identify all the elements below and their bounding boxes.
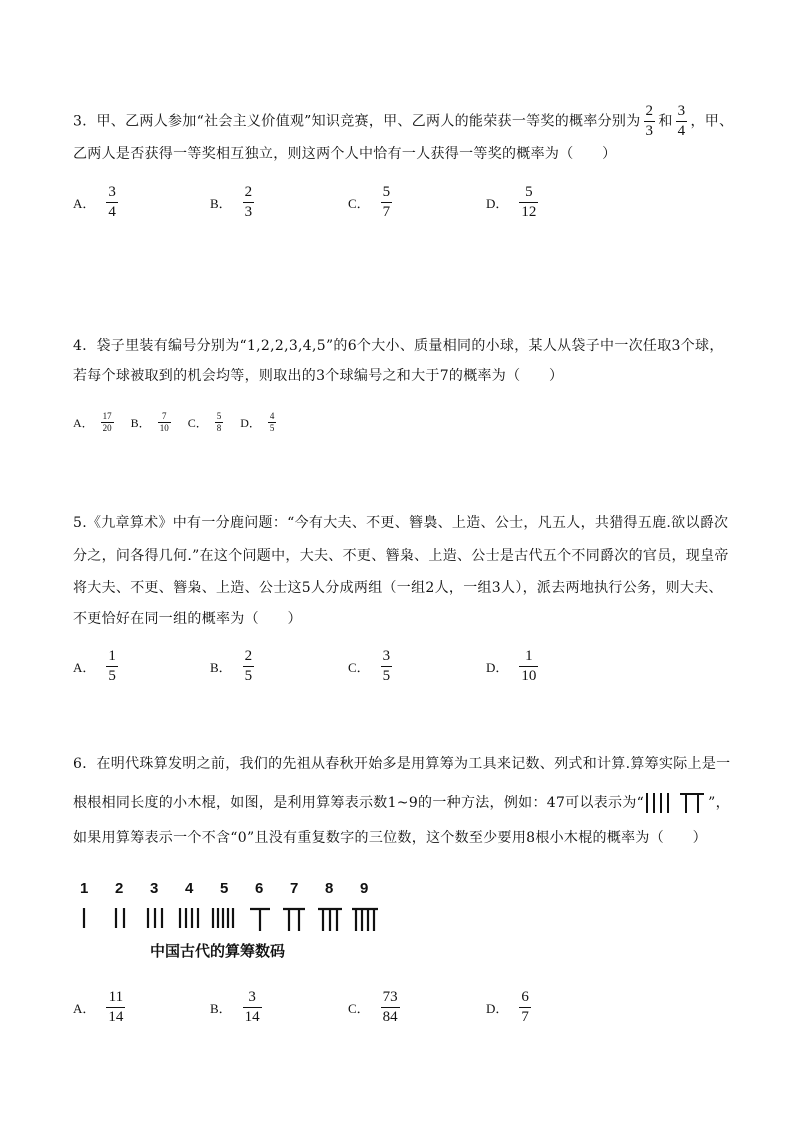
- q5-line3: 将大夫、不更、簪枭、上造、公士这5人分成两组（一组2人，一组3人），派去两地执行公务，则大夫、: [73, 580, 723, 596]
- digit-label: 4: [185, 880, 194, 897]
- q3-text: 和: [658, 113, 673, 130]
- q4-option-d[interactable]: D． $\frac{4}{5}$: [240, 411, 275, 433]
- q6-option-c[interactable]: C． $\frac{73}{84}$: [348, 989, 398, 1025]
- q3-option-c[interactable]: C． $\frac{5}{7}$: [348, 184, 391, 220]
- q3-text: 3．甲、乙两人参加“社会主义价值观”知识竞赛，甲、乙两人的能荣获一等奖的概率分别为: [73, 113, 641, 130]
- q3-option-b[interactable]: B． $\frac{2}{3}$: [210, 184, 253, 220]
- q5-option-d[interactable]: D． $\frac{1}{10}$: [486, 648, 537, 684]
- digit-label: 3: [150, 880, 159, 897]
- fraction: $\frac{5}{7}$: [382, 184, 391, 220]
- q6-line1: 6．在明代珠算发明之前，我们的先祖从春秋开始多是用算筹为工具来记数、列式和计算.算筹实际上是一: [73, 756, 731, 772]
- q4-option-b[interactable]: B． $\frac{7}{10}$: [130, 411, 169, 433]
- q6-text: ”，: [708, 795, 730, 811]
- digit-label: 7: [290, 880, 299, 897]
- fraction: $\frac{1}{5}$: [108, 648, 116, 684]
- digit-label: 9: [360, 880, 369, 897]
- q6-option-a[interactable]: A． $\frac{11}{14}$: [73, 989, 124, 1025]
- fraction: $\frac{5}{8}$: [216, 411, 222, 433]
- q6-text: 根根相同长度的小木棍，如图，是利用算筹表示数1~9的一种方法，例如：47可以表示为“: [73, 795, 645, 811]
- digit-label: 6: [255, 880, 264, 897]
- q3-line1: [73, 104, 733, 139]
- q3-option-d[interactable]: D． $\frac{5}{12}$: [486, 184, 537, 220]
- q3-line2: 乙两人是否获得一等奖相互独立，则这两个人中恰有一人获得一等奖的概率为（ ）: [73, 146, 617, 162]
- q3-option-a[interactable]: A． $\frac{3}{4}$: [73, 184, 116, 220]
- q4-line2: 若每个球被取到的机会均等，则取出的3个球编号之和大于7的概率为（ ）: [73, 368, 564, 384]
- q4-option-a[interactable]: A． $\frac{17}{20}$: [73, 411, 112, 433]
- fraction: $\frac{73}{84}$: [382, 989, 398, 1025]
- q5-option-a[interactable]: A． $\frac{1}{5}$: [73, 648, 116, 684]
- fraction: $\frac{3}{14}$: [244, 989, 260, 1025]
- fraction: $\frac{3}{4}$: [677, 103, 686, 139]
- digit-row: [80, 880, 380, 900]
- q5-line1: 5.《九章算术》中有一分鹿问题：“今有大夫、不更、簪裊、上造、公士，凡五人，共猎得五鹿.欲以爵次: [73, 515, 729, 531]
- digit-label: 1: [80, 880, 89, 897]
- digit-label: 2: [115, 880, 124, 897]
- fraction: $\frac{11}{14}$: [108, 989, 124, 1025]
- digit-label: 8: [325, 880, 334, 897]
- q4-options: [73, 412, 293, 433]
- figure-caption: 中国古代的算筹数码: [150, 943, 286, 960]
- fraction: $\frac{4}{5}$: [269, 411, 275, 433]
- fraction: $\frac{3}{5}$: [382, 648, 391, 684]
- q5-option-b[interactable]: B． $\frac{2}{5}$: [210, 648, 253, 684]
- q4-line1: 4．袋子里装有编号分别为“1,2,2,3,4,5”的6个大小、质量相同的小球，某人从袋子中一次任取3个球，: [73, 338, 724, 354]
- fraction: $\frac{2}{5}$: [244, 648, 253, 684]
- q4-option-c[interactable]: C． $\frac{5}{8}$: [187, 411, 222, 433]
- q5-line2: 分之，问各得几何.”在这个问题中，大夫、不更、簪枭、上造、公士是古代五个不同爵次的官员，现皇帝: [73, 548, 729, 564]
- digit-label: 5: [220, 880, 229, 897]
- q6-line3: 如果用算筹表示一个不含“0”且没有重复数字的三位数，这个数至少要用8根小木棍的概率为（ ）: [73, 830, 707, 846]
- fraction: $\frac{6}{7}$: [521, 989, 529, 1025]
- q3-text: ，甲、: [690, 113, 734, 130]
- fraction: $\frac{7}{10}$: [159, 411, 169, 433]
- fraction: $\frac{17}{20}$: [102, 411, 112, 433]
- q6-option-d[interactable]: D． $\frac{6}{7}$: [486, 989, 529, 1025]
- fraction: $\frac{1}{10}$: [521, 648, 537, 684]
- fraction: $\frac{3}{4}$: [108, 184, 116, 220]
- fraction: $\frac{2}{3}$: [244, 184, 253, 220]
- q5-line4: 不更恰好在同一组的概率为（ ）: [73, 611, 302, 627]
- fraction: $\frac{5}{12}$: [521, 184, 537, 220]
- q6-line2: [73, 792, 730, 814]
- counting-rods-47-icon: [644, 792, 708, 814]
- q6-option-b[interactable]: B． $\frac{3}{14}$: [210, 989, 260, 1025]
- fraction: $\frac{2}{3}$: [645, 103, 654, 139]
- q5-option-c[interactable]: C． $\frac{3}{5}$: [348, 648, 391, 684]
